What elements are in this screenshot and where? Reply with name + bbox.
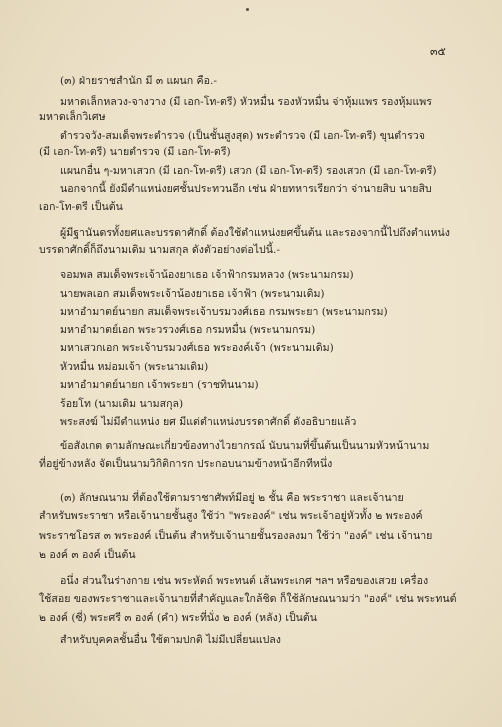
text-line: (๓) ลักษณนาม ที่ต้องใช้ตามราชาศัพท์มีอยู่ ๒ ชั้น คือ พระราชา และเจ้านาย (60, 492, 404, 504)
text-line: นอกจากนี้ ยังมีตำแหน่งยศชั้นประทวนอีก เช่น ฝ่ายทหารเรียกว่า จ่านายสิบ นายสิบ (60, 183, 432, 195)
list-item: มหาอำมาตย์นายก เจ้าพระยา (ราชทินนาม) (60, 379, 259, 391)
text-line: ข้อสังเกต ตามลักษณะเกี่ยวข้องทางไวยากรณ์ นับนามที่ขึ้นต้นเป็นนามหัวหน้านาม (60, 440, 430, 452)
text-line: มหาดเล็กวิเศษ (39, 111, 106, 123)
page-number: ๓๕ (430, 45, 446, 58)
text-line: ๒ องค์ (ซี่) พระศรี ๓ องค์ (คำ) พระที่นั่ง ๒ องค์ (หลัง) เป็นต้น (39, 612, 318, 624)
list-item: จอมพล สมเด็จพระเจ้าน้องยาเธอ เจ้าฟ้ากรมหลวง (พระนามกรม) (60, 269, 354, 281)
text-line: มหาดเล็กหลวง-จางวาง (มี เอก-โท-ตรี) หัวหมื่น รองหัวหมื่น จ่าหุ้มแพร รองหุ้มแพร (60, 96, 432, 108)
text-line: ผู้มีฐานันดรทั้งยศและบรรดาศักดิ์ ต้องใช้ตำแหน่งยศขึ้นต้น และรองจากนี้ไปถึงตำแหน่ง (60, 227, 450, 239)
text-line: ๒ องค์ ๓ องค์ เป็นต้น (39, 549, 136, 561)
text-line: สำหรับบุคคลชั้นอื่น ใช้ตามปกติ ไม่มีเปลี่ยนแปลง (60, 634, 281, 646)
text-line: (๓) ฝ่ายราชสำนัก มี ๓ แผนก คือ.- (60, 75, 217, 87)
text-line: พระราชโอรส ๓ พระองค์ เป็นต้น สำหรับเจ้านายชั้นรองลงมา ใช้ว่า "องค์" เช่น เจ้านาย (39, 530, 433, 542)
text-line: ตำรวจวัง-สมเด็จพระตำรวจ (เป็นชั้นสูงสุด) พระตำรวจ (มี เอก-โท-ตรี) ขุนตำรวจ (60, 130, 425, 142)
list-item: หัวหมื่น หม่อมเจ้า (พระนามเดิม) (60, 361, 209, 373)
text-line: ใช้สอย ของพระราชาและเจ้านายที่สำคัญและใกล้ชิด ก็ใช้ลักษณนามว่า "องค์" เช่น พระทนต์ (39, 593, 457, 605)
list-item: นายพลเอก สมเด็จพระเจ้าน้องยาเธอ เจ้าฟ้า (พระนามเดิม) (60, 288, 325, 300)
list-item: พระสงฆ์ ไม่มีตำแหน่ง ยศ มีแต่ตำแหน่งบรรดาศักดิ์ ดังอธิบายแล้ว (60, 416, 357, 428)
list-item: มหาเสวกเอก พระเจ้าบรมวงศ์เธอ พระองค์เจ้า (พระนามเดิม) (60, 342, 334, 354)
speck (246, 8, 249, 11)
text-line: (มี เอก-โท-ตรี) นายตำรวจ (มี เอก-โท-ตรี) (39, 146, 231, 158)
list-item: มหาอำมาตย์นายก สมเด็จพระเจ้าบรมวงศ์เธอ กรมพระยา (พระนามกรม) (60, 306, 388, 318)
text-line: อนึ่ง ส่วนในร่างกาย เช่น พระหัตถ์ พระทนต์ เส้นพระเกศ ฯลฯ หรือของเสวย เครื่อง (60, 575, 429, 587)
text-line: สำหรับพระราชา หรือเจ้านายชั้นสูง ใช้ว่า "พระองค์" เช่น พระเจ้าอยู่หัวทั้ง ๒ พระองค์ (39, 510, 423, 522)
text-line: แผนกอื่น ๆ-มหาเสวก (มี เอก-โท-ตรี) เสวก (มี เอก-โท-ตรี) รองเสวก (มี เอก-โท-ตรี) (60, 165, 437, 177)
list-item: ร้อยโท (นามเดิม นามสกุล) (60, 398, 184, 410)
list-item: มหาอำมาตย์เอก พระวรวงศ์เธอ กรมหมื่น (พระนามกรม) (60, 324, 316, 336)
text-line: ที่อยู่ข้างหลัง จัดเป็นนามวิกิติการก ประกอบนามข้างหน้าอีกทีหนึ่ง (39, 458, 333, 470)
text-line: บรรดาศักดิ์ก็ถึงนามเดิม นามสกุล ดังตัวอย่างต่อไปนี้.- (39, 244, 280, 256)
text-line: เอก-โท-ตรี เป็นต้น (39, 201, 123, 213)
